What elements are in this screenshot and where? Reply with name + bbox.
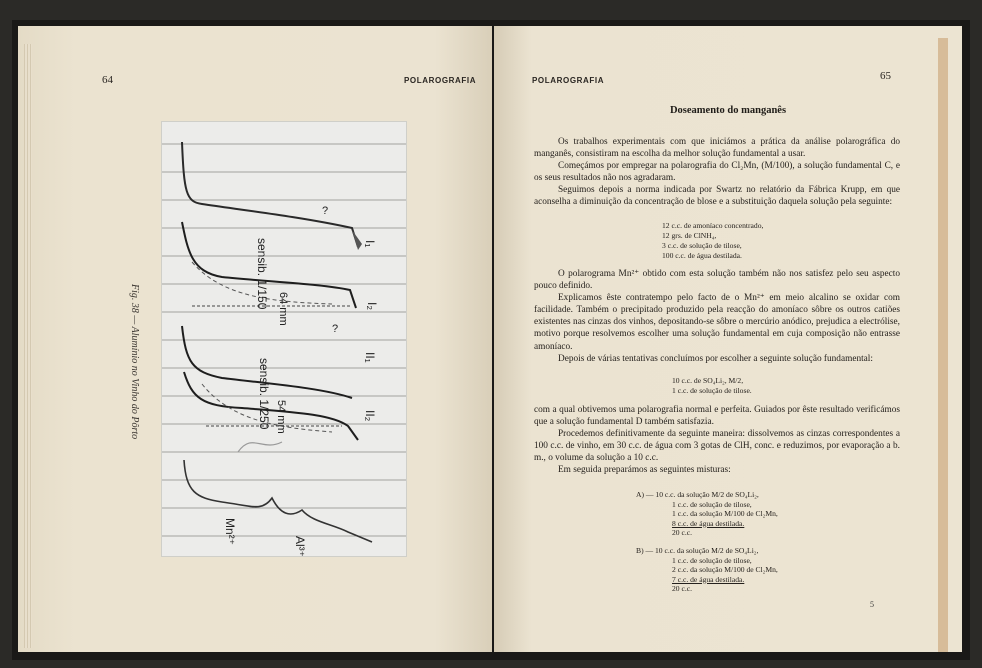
recipe-line: 1 c.c. de solução de tilose. — [672, 386, 752, 395]
label-i1: I₁ — [363, 240, 377, 248]
middle-paragraphs — [534, 268, 900, 365]
label-i2: I₂ — [365, 302, 379, 310]
page-fore-edge — [938, 38, 948, 652]
mixture-line: 8 c.c. de água destilada. — [672, 518, 745, 528]
label-54mm: 54 mm — [275, 400, 287, 434]
left-page-number: 64 — [102, 74, 113, 86]
label-ii1: II₁ — [363, 352, 377, 363]
mixture-line: 1 c.c. de solução de tilose, — [672, 555, 752, 565]
mixture-total: 20 c.c. — [672, 528, 693, 538]
mixture-line: 1 c.c. de solução de tilose, — [672, 499, 752, 509]
mixture-a — [636, 490, 778, 538]
recipe-line: 3 c.c. de solução de tilose, — [662, 241, 742, 250]
right-page — [494, 26, 962, 652]
paragraph: Explicamos êste contratempo pelo facto de o Mn²⁺ em meio alcalino se oxidar com facilidade. Também o precipitado produzido pela reacção do amoníaco sôbre os outros catiões existentes nas cinzas dos vinhos, depositando-se sôbre o mercúrio anódico, prejudica a electrólise, motivo porque resolvemos escolher uma solução fundamental em cuja composição não entrasse amoníaco. — [534, 293, 900, 352]
paragraph: Depois de várias tentativas concluímos por escolher a seguinte solução fundamental: — [558, 353, 873, 364]
left-running-head: POLAROGRAFIA — [404, 76, 477, 85]
label-ii2: II₂ — [363, 410, 377, 422]
label-64mm: 64 mm — [277, 292, 289, 326]
recipe-lithium — [672, 376, 752, 396]
recipe-line: 10 c.c. de SO₄Li₂, M/2, — [672, 376, 744, 385]
mixture-line: A) — 10 c.c. da solução M/2 de SO₄Li₂, — [636, 490, 759, 499]
mixture-line: 2 c.c. da solução M/100 de Cl₂Mn, — [672, 565, 778, 575]
mixture-line: 1 c.c. da solução M/100 de Cl₂Mn, — [672, 509, 778, 519]
recipe-line: 12 grs. de ClNH₄, — [662, 231, 717, 240]
polarogram-figure — [162, 122, 406, 556]
mixture-b — [636, 546, 778, 594]
label-sensib-250: sensib. 1/250 — [257, 358, 271, 430]
mixture-line: B) — 10 c.c. da solução M/2 de SO₄Li₂, — [636, 546, 759, 555]
figure-caption: Fig. 38 — Alumínio no Vinho do Pôrto — [129, 284, 140, 440]
left-page — [18, 26, 492, 652]
intro-paragraphs — [534, 136, 900, 209]
label-al: Al³⁺ — [293, 536, 307, 556]
section-title: Doseamento do manganês — [669, 105, 787, 116]
paragraph: com a qual obtivemos uma polarografia normal e perfeita. Guiados por êste resultado verificámos que a solução fundamental D também satisfazia. — [534, 405, 900, 428]
paragraph: Os trabalhos experimentais com que iniciámos a prática da análise polarográfica do manganês, consistiram na escolha da melhor solução fundamental a usar. — [534, 137, 900, 160]
right-page-number: 65 — [880, 70, 891, 82]
recipe-ammonia — [662, 221, 763, 261]
label-mn: Mn²⁺ — [223, 518, 237, 545]
paragraph: Procedemos definitivamente da seguinte maneira: dissolvemos as cinzas correspondentes a 100 c.c. de vinho, em 30 c.c. de água com 3 gotas de ClH, conc. e reduzimos, por evaporação a b. m., o volume da solução a 10 c.c. — [534, 429, 900, 464]
book-spread — [12, 20, 970, 660]
right-running-head: POLAROGRAFIA — [532, 76, 605, 85]
polarogram-svg — [162, 122, 406, 556]
label-q1: ? — [322, 205, 329, 217]
label-sensib-150: sensib. 1/150 — [255, 238, 269, 310]
plate-background — [162, 122, 406, 556]
recipe-line: 100 c.c. de água destilada. — [662, 251, 742, 260]
procedure-paragraphs — [534, 404, 900, 477]
paragraph: Seguimos depois a norma indicada por Swartz no relatório da Fábrica Krupp, em que aconselha a diminuição da concentração de blose e a substituição daquela solução pela seguinte: — [534, 185, 900, 208]
mixture-total: 20 c.c. — [672, 584, 693, 594]
paragraph: Começámos por empregar na polarografia do Cl₂Mn, (M/100), a solução fundamental C, e os seus resultados não nos agradaram. — [534, 161, 900, 184]
label-q2: ? — [332, 323, 339, 335]
page-edges — [24, 44, 32, 648]
paragraph: O polarograma Mn²⁺ obtido com esta solução também não nos satisfez pelo seu aspecto pouco definido. — [534, 269, 900, 292]
mixture-line: 7 c.c. de água destilada. — [672, 574, 745, 584]
signature-mark: 5 — [870, 600, 874, 609]
recipe-line: 12 c.c. de amoníaco concentrado, — [662, 221, 764, 230]
paragraph: Em seguida preparámos as seguintes misturas: — [558, 465, 731, 476]
